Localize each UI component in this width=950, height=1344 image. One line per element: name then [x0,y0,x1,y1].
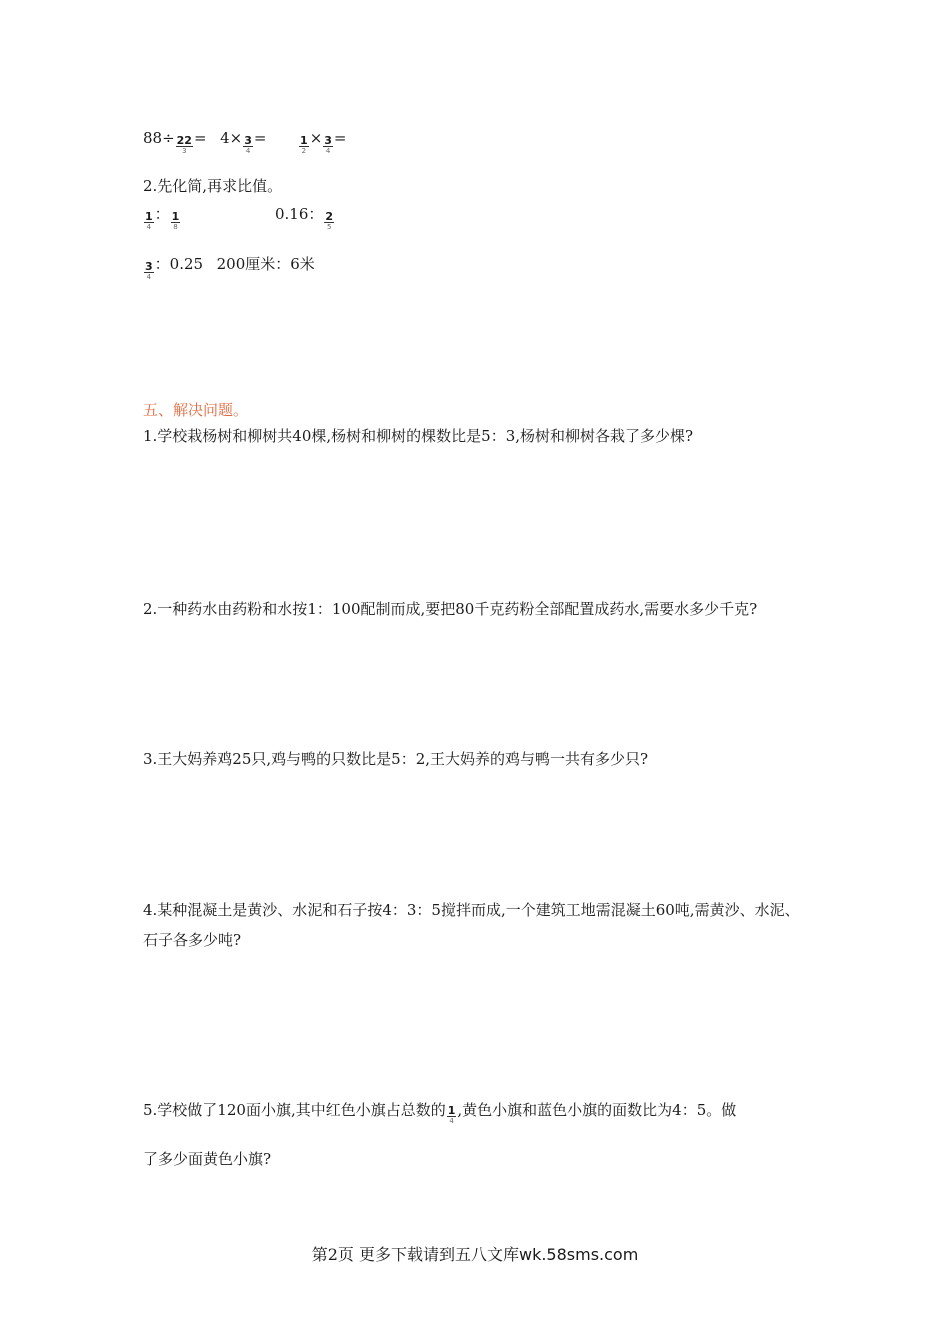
fraction-1-4-q5: $\frac{1}{4}$ [447,1104,456,1125]
question-5 [143,1095,803,1125]
fraction-2-5: $\frac{2}{5}$ [325,210,334,231]
ratio-separator: ： [154,205,170,223]
question-5-continued: 了多少面黄色小旗? [143,1150,272,1168]
fraction-1-4: $\frac{1}{4}$ [145,210,153,231]
expr1-equals: = [193,129,207,147]
expr2-equals: = [253,129,267,147]
section-title: 五、解决问题。 [143,401,249,419]
footer-site-link[interactable]: wk.58sms.com [518,1245,639,1264]
ratio-1 [143,204,181,231]
expr3-operator: × [309,129,323,147]
question-1: 1.学校栽杨树和柳树共40棵,杨树和柳树的棵数比是5：3,杨树和柳树各栽了多少棵? [143,427,694,445]
ratio-4: 200厘米：6米 [216,255,315,273]
fraction-3-4-b: $\frac{3}{4}$ [324,134,332,155]
fraction-22-3: $\frac{22}{3}$ [176,134,192,155]
expr1-prefix: 88÷ [143,129,175,147]
page-footer [0,1242,950,1265]
ratio-2-prefix: 0.16： [275,205,324,223]
ratio-2 [275,204,335,231]
question-5-part1: 5.学校做了120面小旗,其中红色小旗占总数的 [143,1101,446,1119]
fraction-3-4-c: $\frac{3}{4}$ [145,260,153,281]
ratio-3-suffix: ：0.25 [154,255,204,273]
question-3: 3.王大妈养鸡25只,鸡与鸭的只数比是5：2,王大妈养的鸡与鸭一共有多少只? [143,750,649,768]
fraction-3-4: $\frac{3}{4}$ [244,134,252,155]
simplify-heading: 2.先化简,再求比值。 [143,177,283,195]
footer-text: 第2页 更多下载请到五八文库 [311,1245,519,1264]
question-5-part2: ,黄色小旗和蓝色小旗的面数比为4：5。做 [457,1101,737,1119]
expr3-equals: = [333,129,347,147]
fraction-1-8: $\frac{1}{8}$ [171,210,180,231]
fraction-1-2: $\frac{1}{2}$ [300,134,308,155]
ratio-3-and-4 [143,254,315,281]
question-4: 4.某种混凝土是黄沙、水泥和石子按4：3：5搅拌而成,一个建筑工地需混凝土60吨,需黄沙、水泥、石子各多少吨? [143,901,800,949]
calculation-line [143,128,347,155]
question-2: 2.一种药水由药粉和水按1：100配制而成,要把80千克药粉全部配置成药水,需要水多少千克? [143,600,758,618]
expr2-prefix: 4× [220,129,243,147]
